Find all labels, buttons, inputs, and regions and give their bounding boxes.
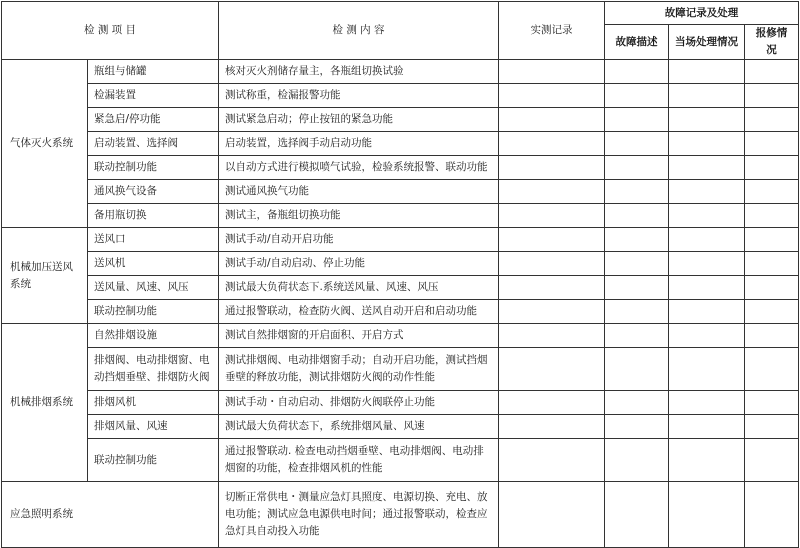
content-cell: 通过报警联动，检查防火阀、送风自动开启和启动功能 [219, 300, 499, 324]
fault-desc-cell[interactable] [605, 324, 669, 348]
item-cell: 送风口 [88, 228, 219, 252]
content-cell: 测试称重，检漏报警功能 [219, 84, 499, 108]
table-row [2, 180, 799, 204]
item-cell: 排烟阀、电动排烟窗、电动挡烟垂壁、排烟防火阀 [88, 348, 219, 391]
record-cell[interactable] [499, 204, 605, 228]
item-cell: 联动控制功能 [88, 300, 219, 324]
content-cell: 测试最大负荷状态下，系统排烟风量、风速 [219, 415, 499, 439]
record-cell[interactable] [499, 482, 605, 548]
content-cell: 测试手动・自动启动、排烟防火阀联停止功能 [219, 391, 499, 415]
header-content: 检 测 内 容 [219, 2, 499, 60]
header-fault-desc: 故障描述 [605, 25, 669, 60]
record-cell[interactable] [499, 60, 605, 84]
fault-desc-cell[interactable] [605, 276, 669, 300]
header-repair: 报修情况 [745, 25, 799, 60]
repair-cell[interactable] [745, 439, 799, 482]
content-cell: 测试手动/自动开启功能 [219, 228, 499, 252]
record-cell[interactable] [499, 108, 605, 132]
onsite-cell[interactable] [669, 300, 745, 324]
record-cell[interactable] [499, 415, 605, 439]
onsite-cell[interactable] [669, 276, 745, 300]
header-onsite: 当场处理情况 [669, 25, 745, 60]
content-cell: 测试紧急启动；停止按钮的紧急功能 [219, 108, 499, 132]
fault-desc-cell[interactable] [605, 348, 669, 391]
fault-desc-cell[interactable] [605, 156, 669, 180]
record-cell[interactable] [499, 439, 605, 482]
record-cell[interactable] [499, 391, 605, 415]
content-cell: 测试手动/自动启动、停止功能 [219, 252, 499, 276]
system-name: 气体灭火系统 [2, 60, 88, 228]
fault-desc-cell[interactable] [605, 132, 669, 156]
content-cell: 测试主，备瓶组切换功能 [219, 204, 499, 228]
item-cell: 联动控制功能 [88, 156, 219, 180]
header-row-1 [2, 2, 799, 25]
onsite-cell[interactable] [669, 156, 745, 180]
record-cell[interactable] [499, 132, 605, 156]
onsite-cell[interactable] [669, 180, 745, 204]
repair-cell[interactable] [745, 204, 799, 228]
repair-cell[interactable] [745, 482, 799, 548]
repair-cell[interactable] [745, 180, 799, 204]
item-cell: 送风机 [88, 252, 219, 276]
onsite-cell[interactable] [669, 348, 745, 391]
content-cell: 通过报警联动. 检查电动挡烟垂壁、电动排烟阀、电动排烟窗的功能，检查排烟风机的性能 [219, 439, 499, 482]
item-cell: 送风量、风速、风压 [88, 276, 219, 300]
fault-desc-cell[interactable] [605, 228, 669, 252]
fault-desc-cell[interactable] [605, 300, 669, 324]
repair-cell[interactable] [745, 228, 799, 252]
record-cell[interactable] [499, 180, 605, 204]
item-cell: 排烟风量、风速 [88, 415, 219, 439]
item-cell: 备用瓶切换 [88, 204, 219, 228]
onsite-cell[interactable] [669, 482, 745, 548]
content-cell: 核对灭火剂储存量主，各瓶组切换试验 [219, 60, 499, 84]
content-cell: 测试最大负荷状态下.系统送风量、风速、风压 [219, 276, 499, 300]
item-cell: 联动控制功能 [88, 439, 219, 482]
system-name: 机械加压送风系统 [2, 228, 88, 324]
item-cell: 启动装置、选择阀 [88, 132, 219, 156]
record-cell[interactable] [499, 252, 605, 276]
repair-cell[interactable] [745, 391, 799, 415]
item-cell: 排烟风机 [88, 391, 219, 415]
onsite-cell[interactable] [669, 108, 745, 132]
onsite-cell[interactable] [669, 60, 745, 84]
repair-cell[interactable] [745, 276, 799, 300]
fault-desc-cell[interactable] [605, 84, 669, 108]
onsite-cell[interactable] [669, 228, 745, 252]
record-cell[interactable] [499, 324, 605, 348]
table-row [2, 228, 799, 252]
content-cell: 测试自然排烟窗的开启面积、开启方式 [219, 324, 499, 348]
inspection-table [1, 1, 799, 548]
record-cell[interactable] [499, 276, 605, 300]
item-cell: 通风换气设备 [88, 180, 219, 204]
table-row [2, 156, 799, 180]
repair-cell[interactable] [745, 156, 799, 180]
onsite-cell[interactable] [669, 252, 745, 276]
fault-desc-cell[interactable] [605, 204, 669, 228]
fault-desc-cell[interactable] [605, 180, 669, 204]
content-cell: 测试排烟阀、电动排烟窗手动；自动开启功能，测试挡烟垂壁的释放功能，测试排烟防火阀的动作性能 [219, 348, 499, 391]
table-row [2, 252, 799, 276]
repair-cell[interactable] [745, 300, 799, 324]
repair-cell[interactable] [745, 108, 799, 132]
content-cell: 切断正常供电・测量应急灯具照度、电源切换、充电、放电功能；测试应急电源供电时间；通过报警联动，检查应急灯具自动投入功能 [219, 482, 499, 548]
table-row [2, 60, 799, 84]
onsite-cell[interactable] [669, 324, 745, 348]
record-cell[interactable] [499, 228, 605, 252]
table-row [2, 439, 799, 482]
record-cell[interactable] [499, 84, 605, 108]
item-cell: 瓶组与储罐 [88, 60, 219, 84]
table-row [2, 391, 799, 415]
onsite-cell[interactable] [669, 415, 745, 439]
item-cell: 紧急启/停功能 [88, 108, 219, 132]
repair-cell[interactable] [745, 84, 799, 108]
record-cell[interactable] [499, 348, 605, 391]
table-row [2, 204, 799, 228]
content-cell: 以自动方式进行模拟喷气试验，检验系统报警、联动功能 [219, 156, 499, 180]
item-cell: 检漏装置 [88, 84, 219, 108]
onsite-cell[interactable] [669, 132, 745, 156]
system-name: 机械排烟系统 [2, 324, 88, 482]
repair-cell[interactable] [745, 415, 799, 439]
onsite-cell[interactable] [669, 391, 745, 415]
table-row [2, 84, 799, 108]
table-row [2, 300, 799, 324]
fault-desc-cell[interactable] [605, 60, 669, 84]
fault-desc-cell[interactable] [605, 439, 669, 482]
fault-desc-cell[interactable] [605, 252, 669, 276]
fault-desc-cell[interactable] [605, 482, 669, 548]
fault-desc-cell[interactable] [605, 415, 669, 439]
table-row [2, 132, 799, 156]
system-name: 应急照明系统 [2, 482, 219, 548]
onsite-cell[interactable] [669, 84, 745, 108]
header-fault-group: 故障记录及处理 [605, 2, 799, 25]
repair-cell[interactable] [745, 348, 799, 391]
table-row [2, 348, 799, 391]
onsite-cell[interactable] [669, 439, 745, 482]
fault-desc-cell[interactable] [605, 108, 669, 132]
repair-cell[interactable] [745, 60, 799, 84]
header-record: 实测记录 [499, 2, 605, 60]
fault-desc-cell[interactable] [605, 391, 669, 415]
content-cell: 测试通风换气功能 [219, 180, 499, 204]
repair-cell[interactable] [745, 324, 799, 348]
item-cell: 自然排烟设施 [88, 324, 219, 348]
table-row [2, 108, 799, 132]
record-cell[interactable] [499, 156, 605, 180]
onsite-cell[interactable] [669, 204, 745, 228]
table-row [2, 415, 799, 439]
repair-cell[interactable] [745, 132, 799, 156]
repair-cell[interactable] [745, 252, 799, 276]
header-item: 检 测 项 目 [2, 2, 219, 60]
table-row [2, 276, 799, 300]
table-row [2, 324, 799, 348]
record-cell[interactable] [499, 300, 605, 324]
content-cell: 启动装置，选择阀手动启动功能 [219, 132, 499, 156]
table-row [2, 482, 799, 548]
